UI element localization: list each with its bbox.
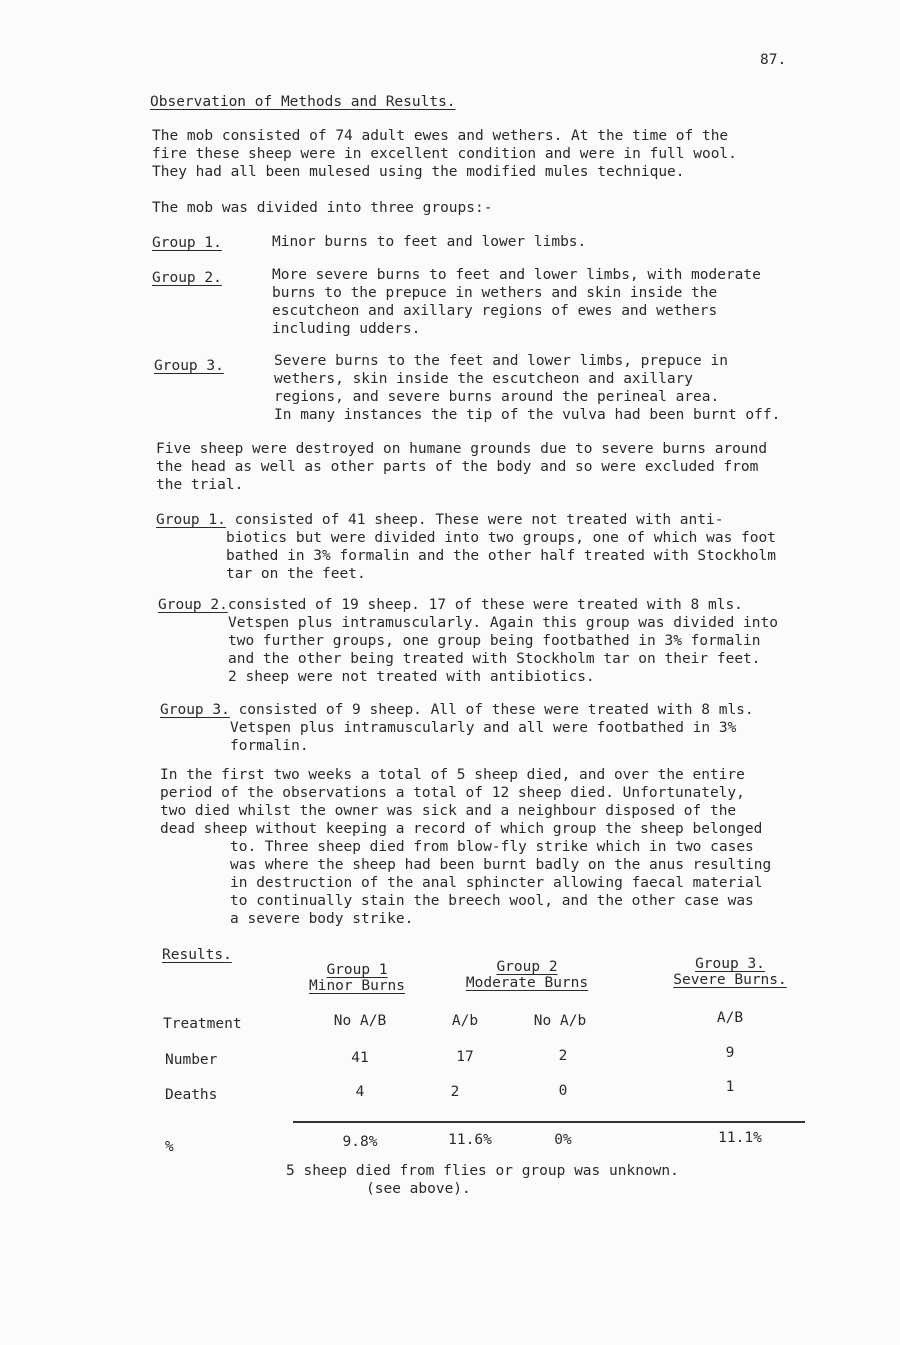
results-group-2-name: Group 2 [496,959,558,975]
treatment-group-1-rest: biotics but were divided into two groups, one of which was foot bathed in 3% formalin and the other half treated with Stockholm tar on the feet. [226,530,776,582]
deaths-paragraph-first: In the first two weeks a total of 5 sheep died, and over the entire period of the observations a total of 12 sheep died. Unfortunately, two died whilst the owner was sick and a neighbour disposed of the dead sheep without keeping a record of which group the sheep belonged [160,767,763,837]
cell-col1-deaths: 4 [355,1084,365,1100]
deaths-paragraph-rest: to. Three sheep died from blow-fly strike which in two cases was where the sheep had been burnt badly on the anus resulting in destruction of the anal sphincter allowing faecal material to continually stain the breech wool, and the other case was a severe body strike. [230,839,772,927]
treatment-group-2 [158,596,858,686]
cell-col1-percent: 9.8% [342,1134,378,1150]
treatment-group-3-first-line: consisted of 9 sheep. All of these were treated with 8 mls. [229,702,754,718]
cell-col3-number: 2 [558,1048,568,1064]
results-footnote-1: 5 sheep died from flies or group was unknown. [286,1163,679,1179]
cell-col4-treatment: A/B [716,1010,744,1026]
treatment-group-1-first-line: consisted of 41 sheep. These were not treated with anti- [225,512,724,528]
row-label-deaths: Deaths [165,1087,218,1103]
results-footnote-2: (see above). [366,1181,471,1197]
treatment-group-2-rest: Vetspen plus intramuscularly. Again this group was divided into two further groups, one group being footbathed in 3% formalin and the other being treated with Stockholm tar on their feet. 2 sheep were not treated with antibiotics. [228,615,778,685]
treatment-group-3-rest: Vetspen plus intramuscularly and all were footbathed in 3% formalin. [230,720,737,754]
cell-col2-treatment: A/b [451,1013,479,1029]
row-label-treatment: Treatment [163,1016,242,1032]
results-group-3-header [662,956,798,988]
results-group-1-name: Group 1 [326,962,388,978]
group-3-definition: Severe burns to the feet and lower limbs, prepuce in wethers, skin inside the escutcheon and axillary regions, and severe burns around the perineal area. In many instances the tip of the vulva had been burnt off. [274,353,781,423]
intro-paragraph: The mob consisted of 74 adult ewes and wethers. At the time of the fire these sheep were in excellent condition and were in full wool. They had all been mulesed using the modified mules technique. [152,128,737,180]
results-group-3-name: Group 3. [695,956,765,972]
cell-col1-treatment: No A/B [333,1013,387,1029]
destroyed-paragraph: Five sheep were destroyed on humane grounds due to severe burns around the head as well as other parts of the body and so were excluded from the trial. [156,441,768,493]
treatment-group-1-label: Group 1. [156,512,226,528]
page-number: 87. [760,52,787,68]
cell-col3-percent: 0% [554,1132,572,1148]
cell-col1-number: 41 [351,1050,369,1066]
table-divider-rule [293,1121,805,1123]
cell-col4-number: 9 [725,1045,735,1061]
group-3-label: Group 3. [154,358,224,374]
treatment-group-2-label: Group 2. [158,597,228,613]
treatment-group-3 [160,701,860,755]
treatment-group-3-label: Group 3. [160,702,230,718]
group-2-definition: More severe burns to feet and lower limbs, with moderate burns to the prepuce in wethers and skin inside the escutcheon and axillary regions of ewes and wethers including udders. [272,267,761,337]
cell-col4-percent: 11.1% [718,1130,762,1146]
results-group-3-desc: Severe Burns. [673,972,787,988]
group-2-label: Group 2. [152,270,222,286]
treatment-group-1 [156,511,856,583]
results-group-2-desc: Moderate Burns [465,975,589,991]
cell-col2-percent: 11.6% [448,1132,492,1148]
cell-col3-deaths: 0 [558,1083,568,1099]
results-group-1-header [296,962,418,994]
cell-col3-treatment: No A/b [533,1013,587,1029]
row-label-percent: % [165,1139,174,1155]
division-intro: The mob was divided into three groups:- [152,200,493,216]
results-group-1-desc: Minor Burns [308,978,406,994]
cell-col2-deaths: 2 [450,1084,460,1100]
section-heading: Observation of Methods and Results. [150,94,456,110]
results-group-2-header [452,959,602,991]
group-1-label: Group 1. [152,235,222,251]
cell-col4-deaths: 1 [725,1079,735,1095]
treatment-group-2-first-line: consisted of 19 sheep. 17 of these were treated with 8 mls. [227,597,743,613]
row-label-number: Number [165,1052,218,1068]
cell-col2-number: 17 [456,1049,474,1065]
results-label: Results. [162,947,232,963]
group-1-definition: Minor burns to feet and lower limbs. [272,234,587,250]
